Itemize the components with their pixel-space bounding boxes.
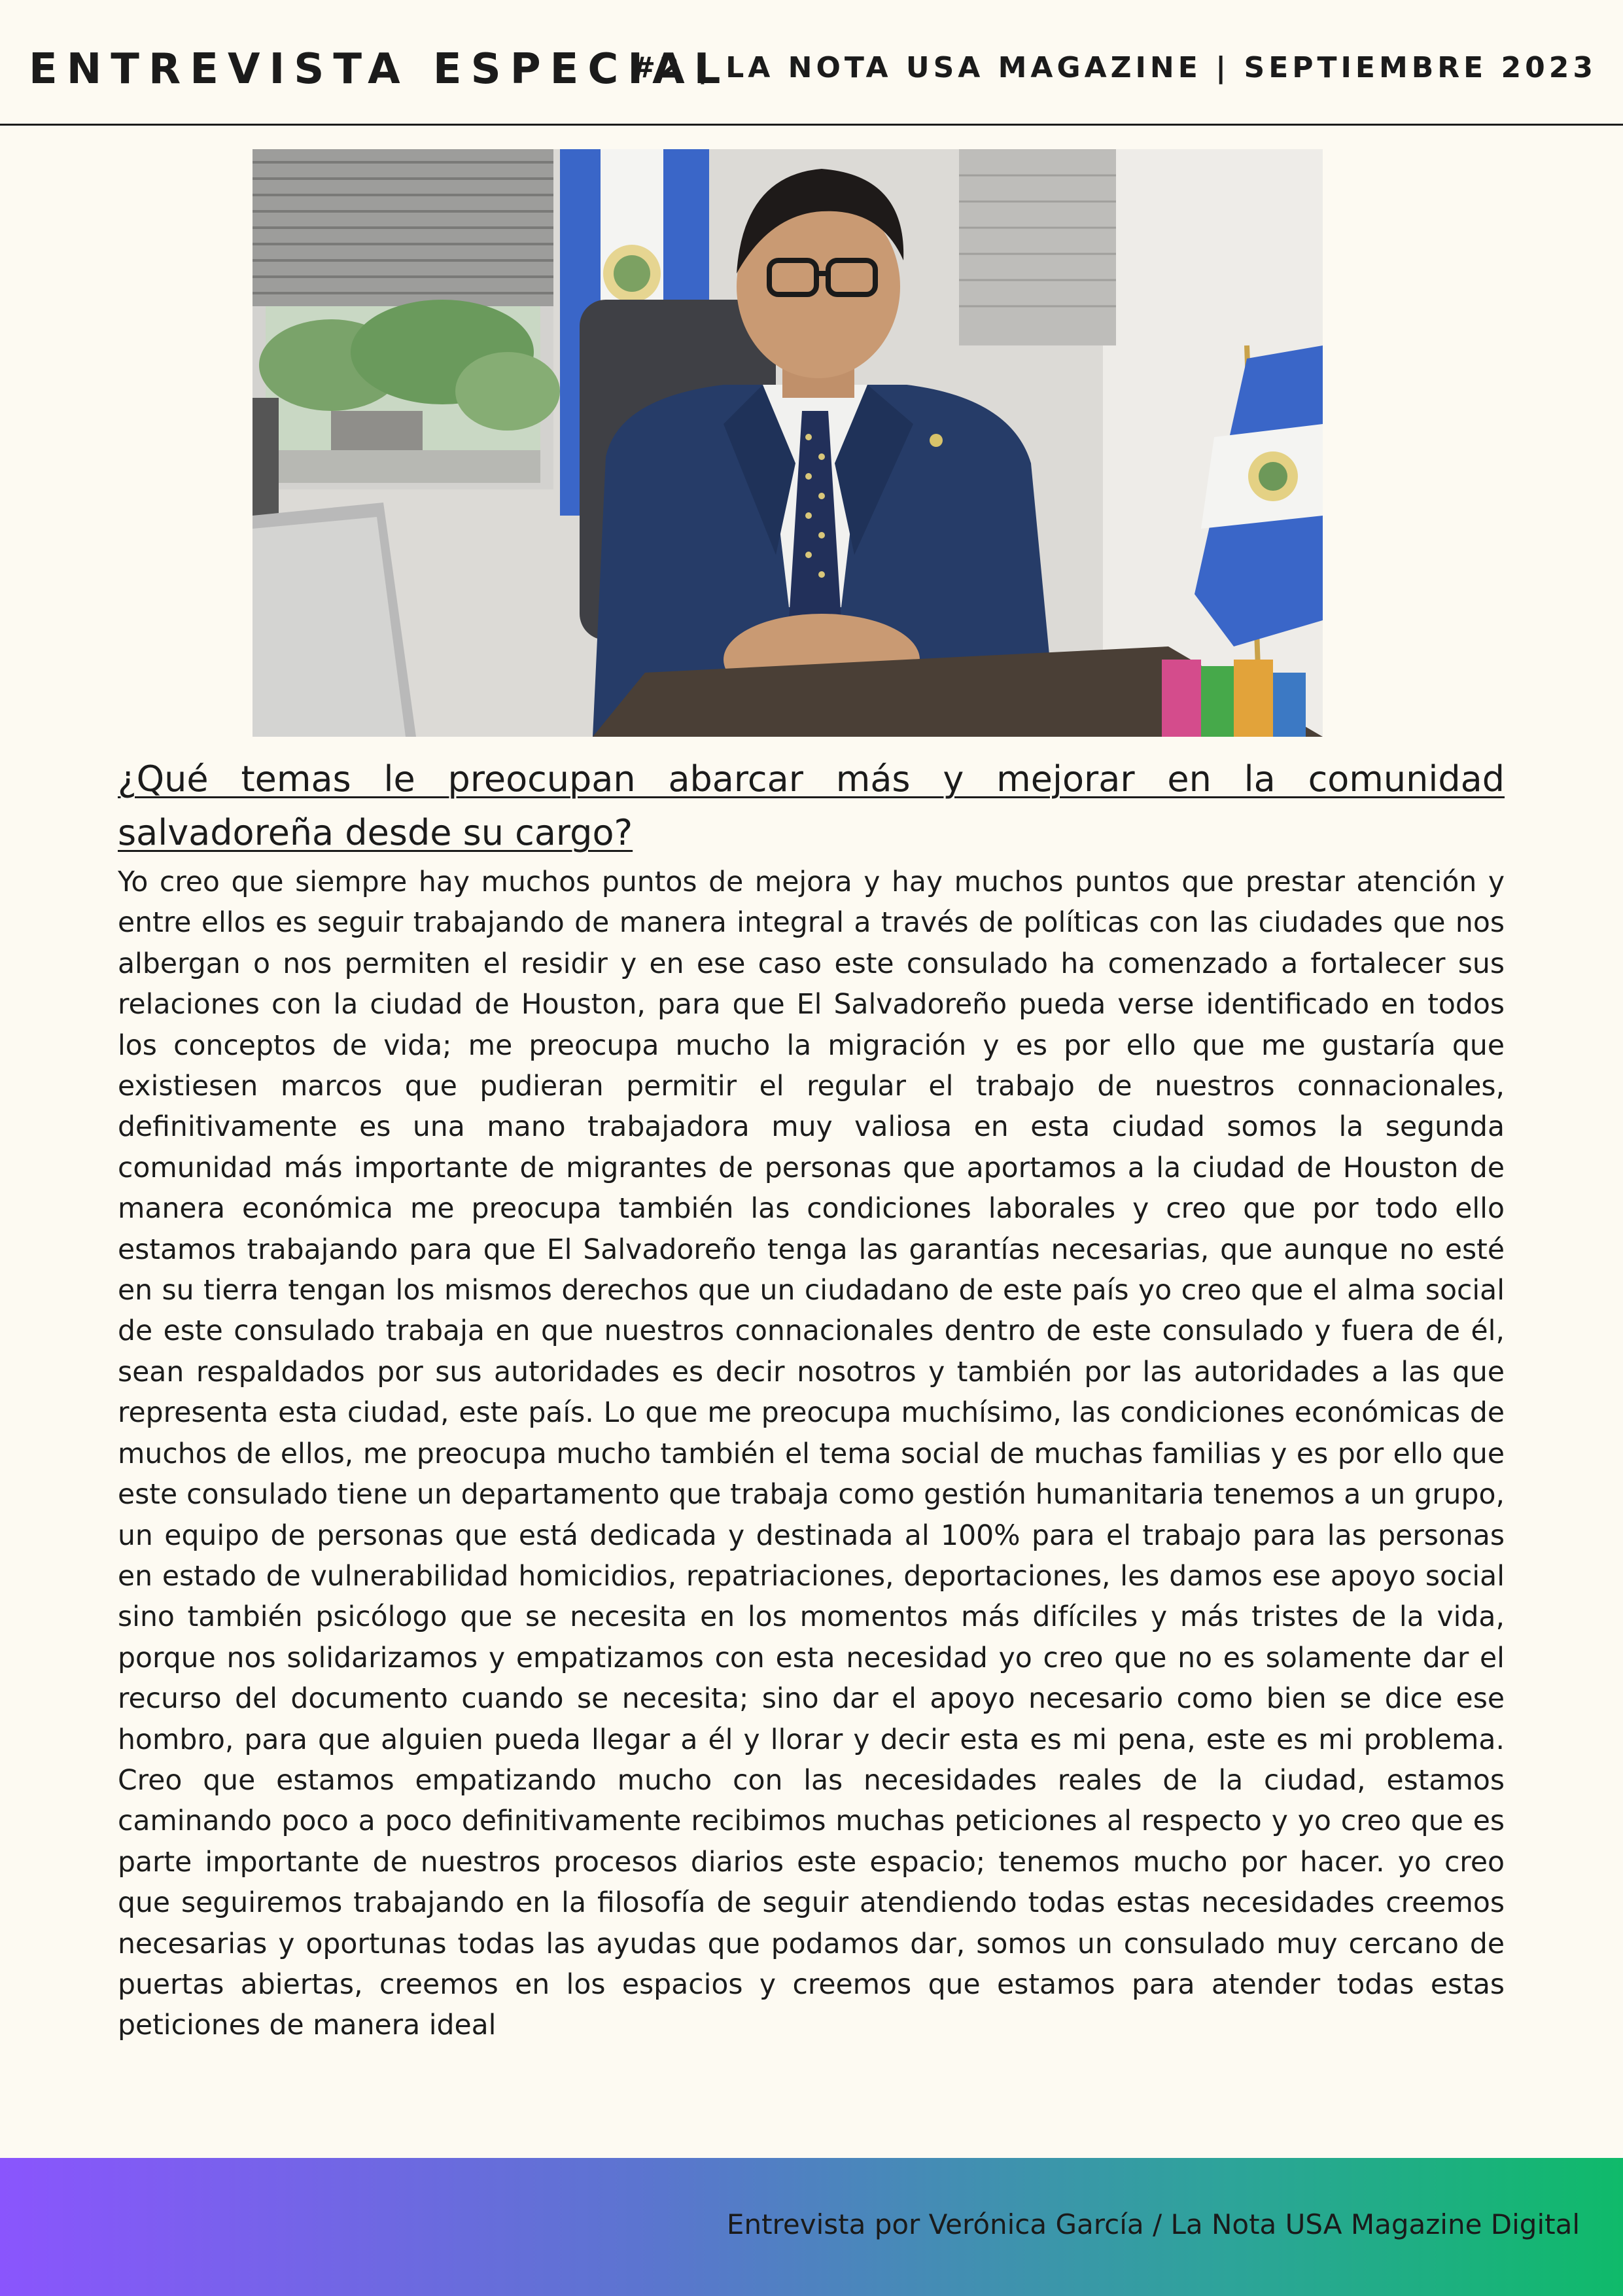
interview-answer: Yo creo que siempre hay muchos puntos de mejora y hay muchos puntos que prestar atención y entre ellos es seguir trabajando de manera integral a través de políticas con las ciudades que nos albergan o nos permiten el residir y en ese caso este consulado ha comenzado a fortalecer sus relaciones con la ciudad de Houston, para que El Salvadoreño pueda verse identificado en todos los conceptos de vida; me preocupa mucho la migración y es por ello que me gustaría que existiesen marcos que pudieran permitir el regular el trabajo de nuestros connacionales, definitivamente es una mano trabajadora muy valiosa en esta ciudad somos la segunda comunidad más importante de migrantes de personas que aportamos a la ciudad de Houston de manera económica me preocupa también las condiciones laborales y creo que por todo ello estamos trabajando para que El Salvadoreño tenga las garantías necesarias, que aunque no esté en su tierra tengan los mismos derechos que un ciudadano de este país yo creo que el alma social de este consulado trabaja en que nuestros connacionales dentro de este consulado y fuera de él, sean respaldados por sus autoridades es decir nosotros y también por las autoridades a las que representa esta ciudad, este país. Lo que me preocupa muchísimo, las condiciones económicas de muchos de ellos, me preocupa mucho también el tema social de muchas familias y es por ello que este consulado tiene un departamento que trabaja como gestión humanitaria tenemos a un grupo, un equipo de personas que está dedicada y destinada al 100% para el trabajo para las personas en estado de vulnerabilidad homicidios, repatriaciones, deportaciones, les damos ese apoyo social sino también psicólogo que se necesita en los momentos más difíciles y más tristes de la vida, porque nos solidarizamos y empatizamos con esta necesidad yo creo que no es solamente dar el recurso del documento cuando se necesita; sino dar el apoyo necesario como bien se dice ese hombro, para que alguien pueda llegar a él y llorar y decir esta es mi pena, este es mi problema. Creo que estamos empatizando mucho con las necesidades reales de la ciudad, estamos caminando poco a poco definitivamente recibimos muchas peticiones al respecto y yo creo que es parte importante de nuestros procesos diarios este espacio; tenemos mucho por hacer. yo creo que seguiremos trabajando en la filosofía de seguir atendiendo todas estas necesidades creemos necesarias y oportunas todas las ayudas que podamos dar, somos un consulado muy cercano de puertas abiertas, creemos en los espacios y creemos que estamos para atender todas estas peticiones de manera ideal bbox=[118, 866, 1505, 2042]
footer-credit: Entrevista por Verónica García / La Nota USA Magazine Digital bbox=[726, 2208, 1580, 2240]
issue-label: #2 | LA NOTA USA MAGAZINE | SEPTIEMBRE 2023 bbox=[631, 51, 1597, 84]
interview-question: ¿Qué temas le preocupan abarcar más y mejorar en la comunidad salvadoreña desde su cargo? bbox=[118, 758, 1505, 853]
page-footer bbox=[0, 2158, 1623, 2296]
section-label: ENTREVISTA ESPECIAL bbox=[29, 45, 730, 94]
page-header bbox=[0, 0, 1623, 126]
interview-photo bbox=[253, 149, 1323, 737]
